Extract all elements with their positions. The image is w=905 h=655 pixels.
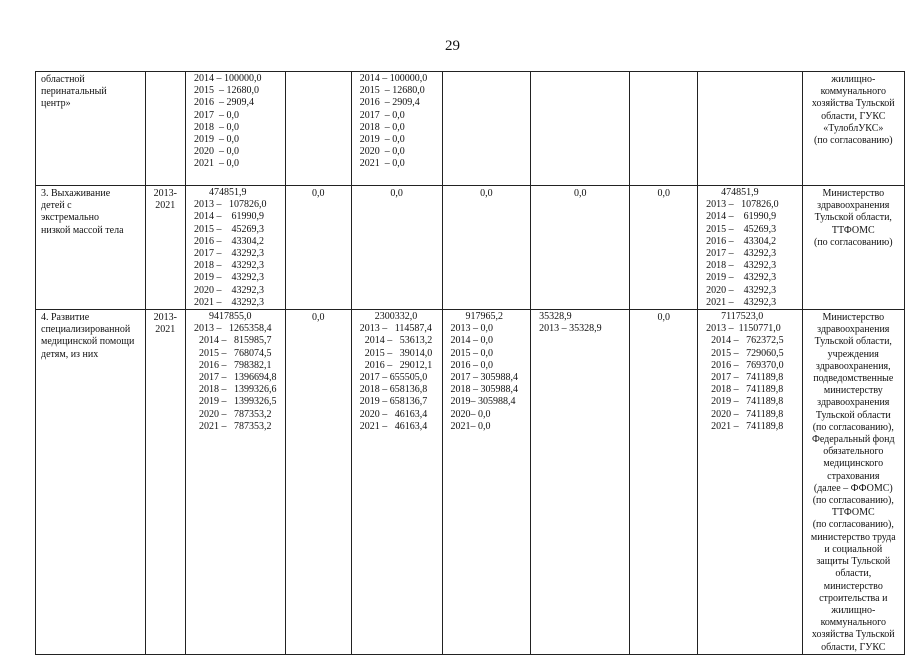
cell-line: ТТФОМС <box>831 507 875 519</box>
cell-line: 2018 – 741189,8 <box>706 384 784 396</box>
cell-line: 2021 <box>155 324 176 336</box>
measure-name-cell <box>36 310 146 655</box>
cell-line: 474851,9 <box>706 187 759 198</box>
cell-line: 7117523,0 <box>706 311 764 323</box>
cell-line: 2013 – 1265358,4 <box>193 323 272 335</box>
cell-line: подведомственные <box>813 373 894 385</box>
cell-line: строительства и <box>819 592 888 604</box>
cell-line: 2016 – 2909,4 <box>359 97 420 109</box>
cell-line: 2018 – 1399326,6 <box>193 384 277 396</box>
cell-line: 2020 – 741189,8 <box>706 408 784 420</box>
executor-cell <box>802 186 904 310</box>
cell-line: учреждения <box>827 348 879 360</box>
cell-line: Федеральный фонд <box>811 434 895 446</box>
cell-line: 2020– 0,0 <box>450 408 491 420</box>
cell-line: области, ГУКС <box>821 641 886 653</box>
cell-line: 2014 – 53613,2 <box>359 335 433 347</box>
cell-line: 2019 – 43292,3 <box>706 272 777 284</box>
cell-line: 2013 – 114587,4 <box>359 323 432 335</box>
cell-line: 2021 – 46163,4 <box>359 420 428 432</box>
cell-line: 2017 – 0,0 <box>359 109 405 121</box>
cell-line: 2017 – 305988,4 <box>450 372 519 384</box>
cell-line: 2014 – 762372,5 <box>706 335 784 347</box>
cell-line: 2018 – 0,0 <box>193 121 239 133</box>
cell-line: (далее – ФФОМС) <box>813 482 893 494</box>
total-cell <box>185 72 285 186</box>
cell-line: здравоохранения, <box>815 360 891 372</box>
cell-line: 2013- <box>153 312 177 324</box>
cell-line: (по согласованию), <box>812 519 894 531</box>
cell-line: министерству <box>823 385 883 397</box>
other-sources-cell <box>698 310 802 655</box>
cell-line: 2015 – 768074,5 <box>193 347 272 359</box>
cell-line: специализированной <box>41 324 131 336</box>
tfoms-cell <box>442 310 531 655</box>
cell-line: 2013 – 35328,9 <box>539 323 602 335</box>
cell-line: 2019 – 658136,7 <box>359 396 428 408</box>
cell-line: 2013 – 1150771,0 <box>706 323 781 335</box>
cell-line: 2019 – 0,0 <box>193 134 239 146</box>
total-cell <box>185 310 285 655</box>
cell-line: обязательного <box>823 446 884 458</box>
page-number: 29 <box>445 38 460 54</box>
regional-budget-cell <box>351 72 442 186</box>
cell-line: 474851,9 <box>193 187 247 198</box>
cell-line: министерство <box>823 580 883 592</box>
tfoms-cell <box>442 72 531 186</box>
cell-line: 35328,9 <box>539 311 572 323</box>
cell-line: 2300332,0 <box>359 311 418 323</box>
cell-line: 2016 – 798382,1 <box>193 359 272 371</box>
cell-line: 2021 – 0,0 <box>359 158 405 170</box>
regional-budget-cell <box>351 310 442 655</box>
cell-line: коммунального <box>820 617 887 629</box>
cell-line: низкой массой тела <box>41 224 124 236</box>
cell-line: 2020 – 0,0 <box>359 146 405 158</box>
executor-cell <box>802 72 904 186</box>
cell-line: 2017 – 0,0 <box>193 109 239 121</box>
cell-line: Тульской области <box>815 409 891 421</box>
other-sources-cell <box>698 186 802 310</box>
program-table <box>35 71 905 655</box>
cell-line: страхования <box>827 470 880 482</box>
cell-line: 2019 – 741189,8 <box>706 396 784 408</box>
cell-line: 2014 – 100000,0 <box>193 73 262 84</box>
cell-line: 2016 – 769370,0 <box>706 359 784 371</box>
cell-line: жилищно- <box>831 604 876 616</box>
cell-line: 2014 – 61990,9 <box>706 211 777 223</box>
cell-line: 2018 – 43292,3 <box>706 260 777 272</box>
table-row <box>36 72 905 186</box>
cell-line: ТТФОМС <box>831 224 875 236</box>
local-budget-cell <box>630 186 698 310</box>
cell-line: областной <box>41 74 85 85</box>
cell-line: перинатальный <box>41 86 107 98</box>
cell-line: 2013 – 0,0 <box>450 323 494 335</box>
cell-line: 2013 – 107826,0 <box>193 199 267 211</box>
cell-line: медицинской помощи <box>41 336 135 348</box>
cell-line: 2018 – 0,0 <box>359 121 405 133</box>
cell-line: (по согласованию), <box>812 421 894 433</box>
cell-line: (по согласованию), <box>812 495 894 507</box>
cell-line: 2020 – 43292,3 <box>706 284 777 296</box>
cell-line: 2015 – 12680,0 <box>359 85 425 97</box>
measure-name-cell <box>36 186 146 310</box>
executor-cell <box>802 310 904 655</box>
cell-line: защиты Тульской <box>816 556 891 568</box>
cell-line: Тульской области, <box>814 336 892 348</box>
cell-line: 0,0 <box>657 188 670 199</box>
cell-line: 0,0 <box>480 188 493 199</box>
cell-line: и социальной <box>824 543 883 555</box>
cell-line: 0,0 <box>312 188 325 199</box>
period-cell <box>145 186 185 310</box>
cell-line: 2019 – 0,0 <box>359 134 405 146</box>
cell-line: 2016 – 29012,1 <box>359 359 433 371</box>
cell-line: 2014 – 61990,9 <box>193 211 264 223</box>
ffoms-cell <box>531 186 630 310</box>
tfoms-cell <box>442 186 531 310</box>
total-cell <box>185 186 285 310</box>
cell-line: 9417855,0 <box>193 311 252 323</box>
cell-line: 2017 – 741189,8 <box>706 372 784 384</box>
cell-line: 2015 – 39014,0 <box>359 347 433 359</box>
cell-line: 2014 – 0,0 <box>450 335 494 347</box>
cell-line: 2018 – 43292,3 <box>193 260 264 272</box>
cell-line: 2017 – 655505,0 <box>359 372 428 384</box>
cell-line: 0,0 <box>312 312 325 324</box>
cell-line: министерство труда <box>810 531 896 543</box>
cell-line: 917965,2 <box>450 311 504 323</box>
ffoms-cell <box>531 72 630 186</box>
other-sources-cell <box>698 72 802 186</box>
cell-line: коммунального <box>820 86 887 98</box>
cell-line: 2021 – 43292,3 <box>193 296 264 308</box>
cell-line: 2016 – 43304,2 <box>706 235 777 247</box>
cell-line: 0,0 <box>390 188 403 199</box>
cell-line: Тульской области, <box>814 212 892 224</box>
table-row <box>36 186 905 310</box>
cell-line: 0,0 <box>657 312 670 324</box>
cell-line: 2020 – 46163,4 <box>359 408 428 420</box>
cell-line: 2015 – 45269,3 <box>706 223 777 235</box>
cell-line: экстремально <box>41 212 99 224</box>
cell-line: 2017 – 43292,3 <box>193 248 264 260</box>
cell-line: 4. Развитие <box>41 312 90 324</box>
cell-line: хозяйства Тульской <box>811 629 895 641</box>
cell-line: 2013- <box>153 188 177 199</box>
cell-line: здравоохранения <box>817 200 890 212</box>
cell-line: (по согласованию) <box>813 135 893 147</box>
cell-line: 2021– 0,0 <box>450 420 491 432</box>
cell-line: здравоохранения <box>817 324 890 336</box>
cell-line: детей с <box>41 200 72 212</box>
measure-name-cell <box>36 72 146 186</box>
cell-line: хозяйства Тульской <box>811 98 895 110</box>
cell-line: 3. Выхаживание <box>41 188 111 199</box>
cell-line: 2021 – 43292,3 <box>706 296 777 308</box>
cell-line: 2013 – 107826,0 <box>706 199 779 211</box>
cell-line: 2021 <box>155 200 176 212</box>
cell-line: 2015 – 12680,0 <box>193 85 259 97</box>
cell-line: 2014 – 815985,7 <box>193 335 272 347</box>
cell-line: жилищно- <box>831 74 876 85</box>
cell-line: 2019– 305988,4 <box>450 396 516 408</box>
period-cell <box>145 72 185 186</box>
ffoms-cell <box>531 310 630 655</box>
cell-line: 2018 – 658136,8 <box>359 384 428 396</box>
local-budget-cell <box>630 72 698 186</box>
cell-line: медицинского <box>823 458 884 470</box>
cell-line: 2014 – 100000,0 <box>359 73 428 84</box>
cell-line: 2021 – 0,0 <box>193 158 239 170</box>
cell-line: области, ГУКС <box>821 110 886 122</box>
federal-budget-cell <box>285 186 351 310</box>
cell-line: области, <box>835 568 872 580</box>
cell-line: центр» <box>41 98 71 110</box>
local-budget-cell <box>630 310 698 655</box>
cell-line: детям, из них <box>41 348 99 360</box>
cell-line: 2016 – 2909,4 <box>193 97 254 109</box>
regional-budget-cell <box>351 186 442 310</box>
cell-line: «ТулоблУКС» <box>823 122 884 134</box>
cell-line: 2017 – 43292,3 <box>706 248 777 260</box>
cell-line: 2019 – 43292,3 <box>193 272 264 284</box>
cell-line: 2015 – 729060,5 <box>706 347 784 359</box>
cell-line: 2020 – 0,0 <box>193 146 239 158</box>
federal-budget-cell <box>285 310 351 655</box>
cell-line: 2020 – 43292,3 <box>193 284 264 296</box>
cell-line: Министерство <box>822 312 885 324</box>
table-row <box>36 310 905 655</box>
cell-line: 2021 – 787353,2 <box>193 420 272 432</box>
cell-line: Министерство <box>822 188 885 199</box>
cell-line: здравоохранения <box>817 397 890 409</box>
cell-line: 2019 – 1399326,5 <box>193 396 277 408</box>
cell-line: (по согласованию) <box>813 236 893 248</box>
cell-line: 0,0 <box>573 188 587 199</box>
cell-line: 2016 – 43304,2 <box>193 235 264 247</box>
period-cell <box>145 310 185 655</box>
cell-line: 2021 – 741189,8 <box>706 420 784 432</box>
cell-line: 2015 – 0,0 <box>450 347 494 359</box>
cell-line: 2015 – 45269,3 <box>193 223 264 235</box>
cell-line: 2017 – 1396694,8 <box>193 372 277 384</box>
cell-line: 2016 – 0,0 <box>450 359 494 371</box>
cell-line: 2020 – 787353,2 <box>193 408 272 420</box>
federal-budget-cell <box>285 72 351 186</box>
cell-line: 2018 – 305988,4 <box>450 384 519 396</box>
